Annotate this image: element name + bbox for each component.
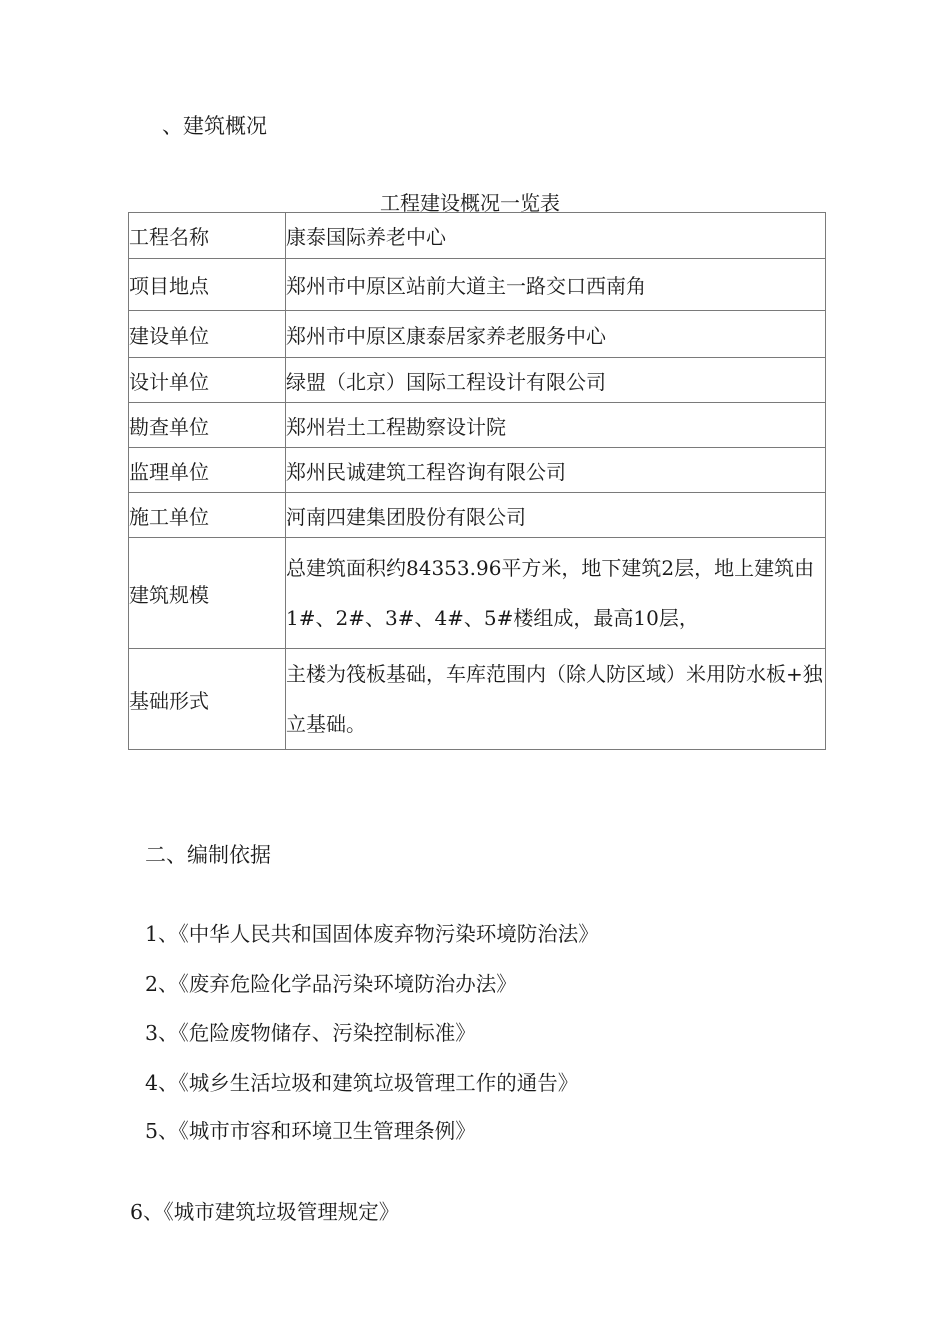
section-heading-basis: 二、编制依据 — [145, 843, 271, 867]
row-value: 郑州岩土工程勘察设计院 — [286, 403, 826, 448]
reference-item: 6、《城市建筑垃圾管理规定》 — [130, 1200, 400, 1224]
reference-item: 4、《城乡生活垃圾和建筑垃圾管理工作的通告》 — [145, 1071, 579, 1095]
row-value: 总建筑面积约84353.96平方米，地下建筑2层，地上建筑由1#、2#、3#、4#、5#楼组成，最高10层， — [286, 538, 826, 649]
table-row — [129, 311, 826, 358]
table-title: 工程建设概况一览表 — [380, 191, 560, 215]
row-label: 建设单位 — [129, 311, 286, 358]
row-label: 设计单位 — [129, 358, 286, 403]
row-label: 工程名称 — [129, 213, 286, 259]
table-row — [129, 259, 826, 311]
reference-item: 1、《中华人民共和国固体废弃物污染环境防治法》 — [145, 922, 599, 946]
reference-item: 2、《废弃危险化学品污染环境防治办法》 — [145, 972, 517, 996]
row-label: 项目地点 — [129, 259, 286, 311]
row-value: 河南四建集团股份有限公司 — [286, 493, 826, 538]
reference-item: 5、《城市市容和环境卫生管理条例》 — [145, 1119, 476, 1143]
reference-item: 3、《危险废物储存、污染控制标准》 — [145, 1021, 476, 1045]
row-label: 建筑规模 — [129, 538, 286, 649]
row-label: 监理单位 — [129, 448, 286, 493]
row-value: 郑州市中原区康泰居家养老服务中心 — [286, 311, 826, 358]
row-label: 勘查单位 — [129, 403, 286, 448]
row-value: 郑州民诚建筑工程咨询有限公司 — [286, 448, 826, 493]
row-value: 主楼为筏板基础，车库范围内（除人防区域）米用防水板+独立基础。 — [286, 649, 826, 750]
table-row — [129, 649, 826, 750]
overview-table — [128, 212, 826, 750]
table-row — [129, 493, 826, 538]
table-row — [129, 538, 826, 649]
row-label: 施工单位 — [129, 493, 286, 538]
table-row — [129, 213, 826, 259]
section-heading-building-overview: 、建筑概况 — [162, 114, 267, 138]
table-row — [129, 403, 826, 448]
row-value: 绿盟（北京）国际工程设计有限公司 — [286, 358, 826, 403]
row-value: 康泰国际养老中心 — [286, 213, 826, 259]
row-label: 基础形式 — [129, 649, 286, 750]
table-row — [129, 358, 826, 403]
row-value: 郑州市中原区站前大道主一路交口西南角 — [286, 259, 826, 311]
table-row — [129, 448, 826, 493]
